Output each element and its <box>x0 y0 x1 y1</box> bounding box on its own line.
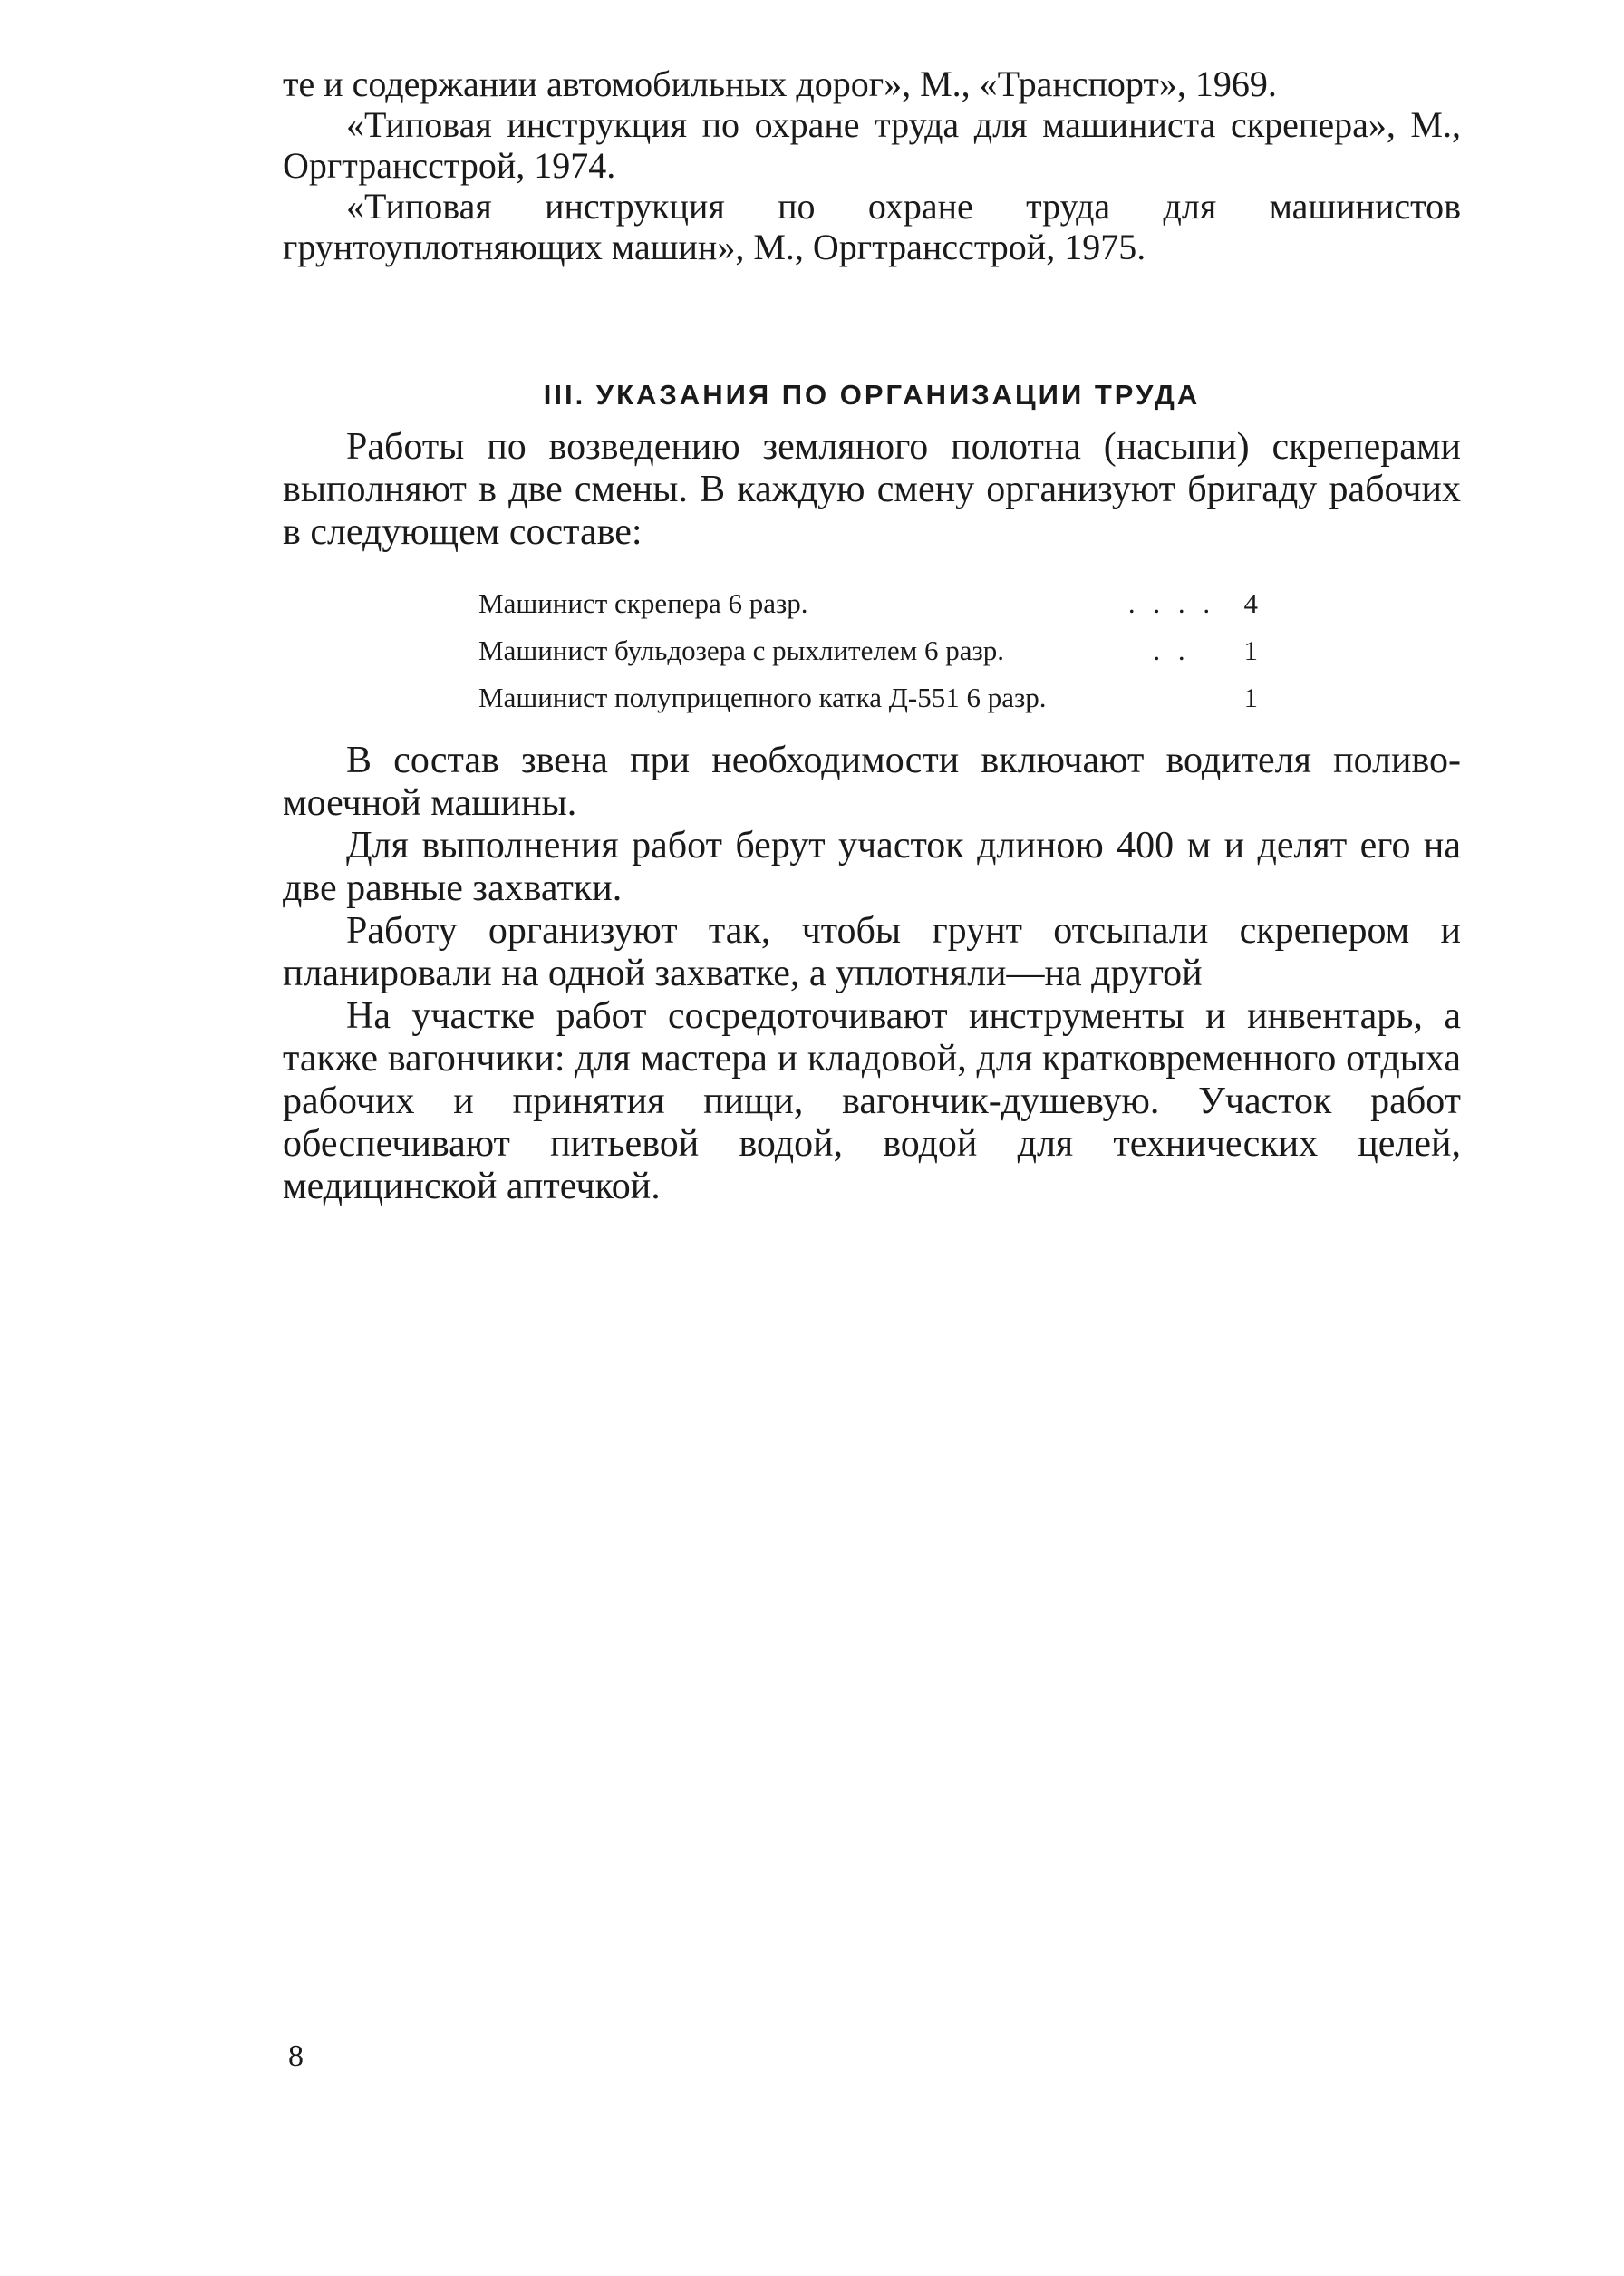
page-number: 8 <box>288 2039 304 2073</box>
dot-leader <box>1113 674 1231 722</box>
section-heading: III. УКАЗАНИЯ ПО ОРГАНИЗАЦИИ ТРУДА <box>543 379 1201 411</box>
table-row <box>478 674 1258 722</box>
table-row <box>478 580 1258 627</box>
crew-count: 1 <box>1243 682 1258 713</box>
reference-continuation: те и содержании автомобильных дорог», М., «Транспорт», 1969. <box>283 63 1277 104</box>
intro-block <box>283 426 1461 554</box>
references-block <box>283 63 1461 267</box>
intro-paragraph: Работы по возведению земляного полотна (насыпи) скреперами выполняют в две смены. В каждую смену организуют бригаду рабочих в следующем составе: <box>283 426 1461 553</box>
body-paragraphs <box>283 740 1461 1208</box>
crew-role: Машинист скрепера 6 разр. <box>478 587 808 619</box>
body-paragraph: Для выполнения работ берут участок длиною 400 м и делят его на две равные захватки. <box>283 825 1461 909</box>
crew-role: Машинист бульдозера с рыхлителем 6 разр. <box>478 634 1004 666</box>
body-paragraph: Работу организуют так, чтобы грунт отсыпали скрепером и планировали на одной захватке, а уплотняли—на другой <box>283 910 1461 994</box>
crew-count: 4 <box>1243 587 1258 619</box>
crew-count: 1 <box>1243 634 1258 666</box>
body-paragraph: На участке работ сосредоточивают инструменты и инвентарь, а также вагончики: для мастера и кладовой, для кратковременного отдыха рабочих и принятия пищи, вагончик-душевую. Участок работ обеспечивают питьевой водой, водой для технических целей, медицинской аптечкой. <box>283 995 1461 1207</box>
crew-composition-table <box>478 580 1258 722</box>
body-paragraph: В состав звена при необходимости включают водителя поливо-моечной машины. <box>283 740 1461 824</box>
reference-item: «Типовая инструкция по охране труда для машиниста скрепера», М., Оргтрансстрой, 1974. <box>283 104 1461 186</box>
dot-leader: . . <box>1153 634 1191 666</box>
reference-item: «Типовая инструкция по охране труда для машинистов грунтоуплотняющих машин», М., Оргтрансстрой, 1975. <box>283 186 1461 267</box>
table-row <box>478 627 1258 674</box>
dot-leader: . . . . <box>1127 587 1216 619</box>
crew-role: Машинист полуприцепного катка Д-551 6 разр. <box>478 682 1047 713</box>
